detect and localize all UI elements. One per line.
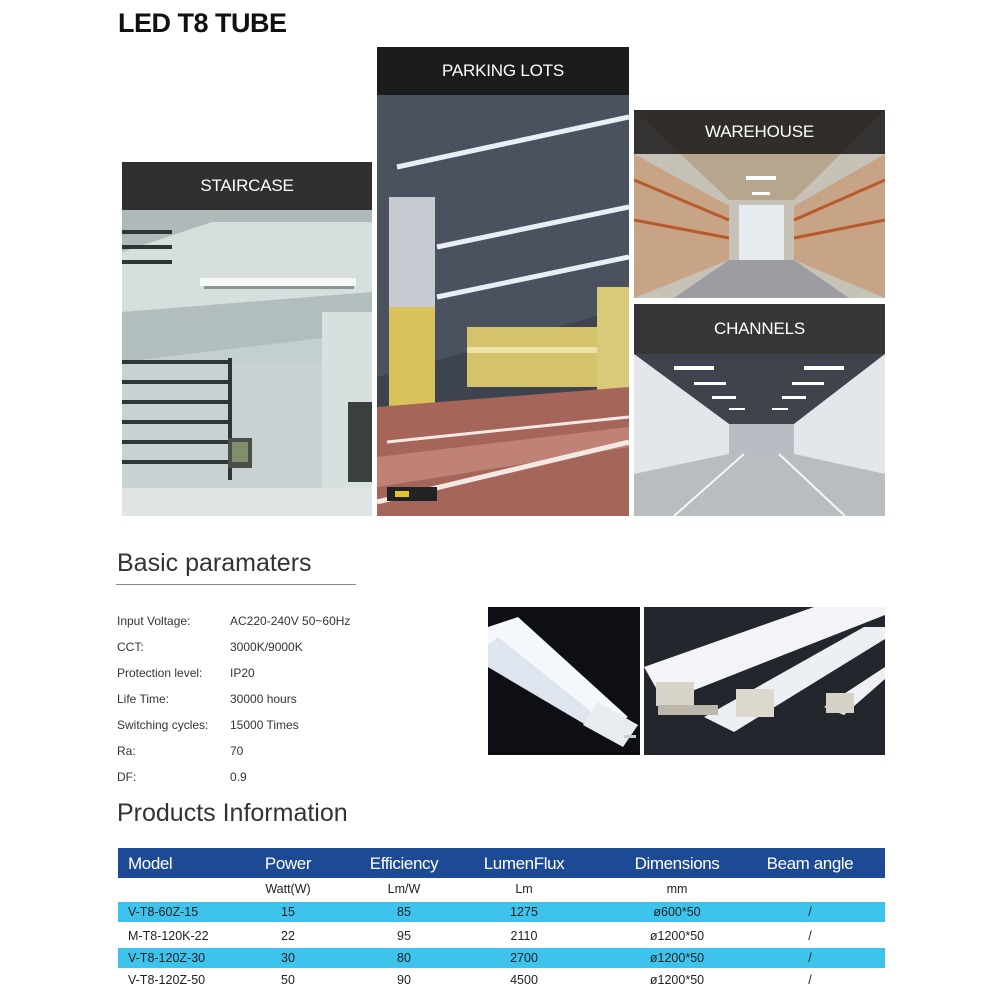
cell-beam-angle: / (808, 973, 812, 987)
column-header-lumenflux: LumenFlux (483, 854, 565, 873)
column-header-beam-angle: Beam angle (766, 854, 854, 873)
staircase-photo (122, 162, 372, 516)
param-value: IP20 (230, 666, 255, 680)
cell-model: V-T8-120Z-30 (128, 951, 206, 965)
column-header-dimensions: Dimensions (634, 854, 720, 873)
cell-beam-angle: / (808, 929, 812, 943)
param-label: Ra: (117, 744, 136, 758)
channels-photo (634, 304, 885, 516)
unit-lumenflux: Lm (515, 882, 533, 896)
unit-dimensions: mm (666, 882, 688, 896)
cell-efficiency: 90 (397, 973, 411, 987)
parking-lots-photo (377, 47, 629, 516)
cell-beam-angle: / (808, 905, 812, 919)
unit-power: Watt(W) (265, 882, 311, 896)
unit-efficiency: Lm/W (387, 882, 421, 896)
cell-power: 30 (281, 951, 295, 965)
table-row (118, 902, 885, 922)
table-header (118, 848, 885, 878)
param-value: AC220-240V 50~60Hz (230, 614, 351, 628)
products-information-heading: Products Information (117, 799, 348, 827)
led-tube-fixture-photo (644, 607, 885, 755)
parking-lots-label: PARKING LOTS (377, 47, 629, 95)
table-row (118, 926, 885, 946)
param-value: 3000K/9000K (230, 640, 303, 654)
warehouse-photo (634, 110, 885, 298)
basic-parameters-heading: Basic paramaters (117, 549, 312, 577)
cell-lumenflux: 4500 (510, 973, 538, 987)
cell-power: 22 (281, 929, 295, 943)
param-label: DF: (117, 770, 137, 784)
cell-power: 50 (281, 973, 295, 987)
param-label: Switching cycles: (117, 718, 209, 732)
param-label: Protection level: (117, 666, 203, 680)
cell-dimensions: ø600*50 (653, 905, 701, 919)
cell-efficiency: 85 (397, 905, 411, 919)
channels-label: CHANNELS (634, 304, 885, 354)
staircase-label: STAIRCASE (122, 162, 372, 210)
cell-lumenflux: 2700 (510, 951, 538, 965)
param-label: Life Time: (117, 692, 170, 706)
cell-efficiency: 95 (397, 929, 411, 943)
cell-model: V-T8-60Z-15 (128, 905, 199, 919)
cell-power: 15 (281, 905, 295, 919)
column-header-efficiency: Efficiency (369, 854, 439, 873)
page-title: LED T8 TUBE (118, 8, 287, 38)
cell-beam-angle: / (808, 951, 812, 965)
param-value: 30000 hours (230, 692, 297, 706)
cell-lumenflux: 1275 (510, 905, 538, 919)
cell-dimensions: ø1200*50 (649, 951, 705, 965)
cell-model: V-T8-120Z-50 (128, 973, 206, 987)
units-row (118, 878, 885, 900)
param-label: CCT: (117, 640, 144, 654)
cell-dimensions: ø1200*50 (649, 973, 705, 987)
table-row (118, 948, 885, 968)
param-value: 70 (230, 744, 244, 758)
table-row (118, 970, 885, 990)
heading-divider (116, 584, 356, 585)
led-tube-photo (488, 607, 640, 755)
cell-efficiency: 80 (397, 951, 411, 965)
column-header-power: Power (264, 854, 312, 873)
cell-lumenflux: 2110 (510, 929, 538, 943)
cell-dimensions: ø1200*50 (649, 929, 705, 943)
cell-model: M-T8-120K-22 (128, 929, 209, 943)
param-value: 0.9 (230, 770, 247, 784)
param-value: 15000 Times (230, 718, 299, 732)
column-header-model: Model (128, 854, 173, 873)
warehouse-label: WAREHOUSE (634, 110, 885, 154)
param-label: Input Voltage: (117, 614, 191, 628)
